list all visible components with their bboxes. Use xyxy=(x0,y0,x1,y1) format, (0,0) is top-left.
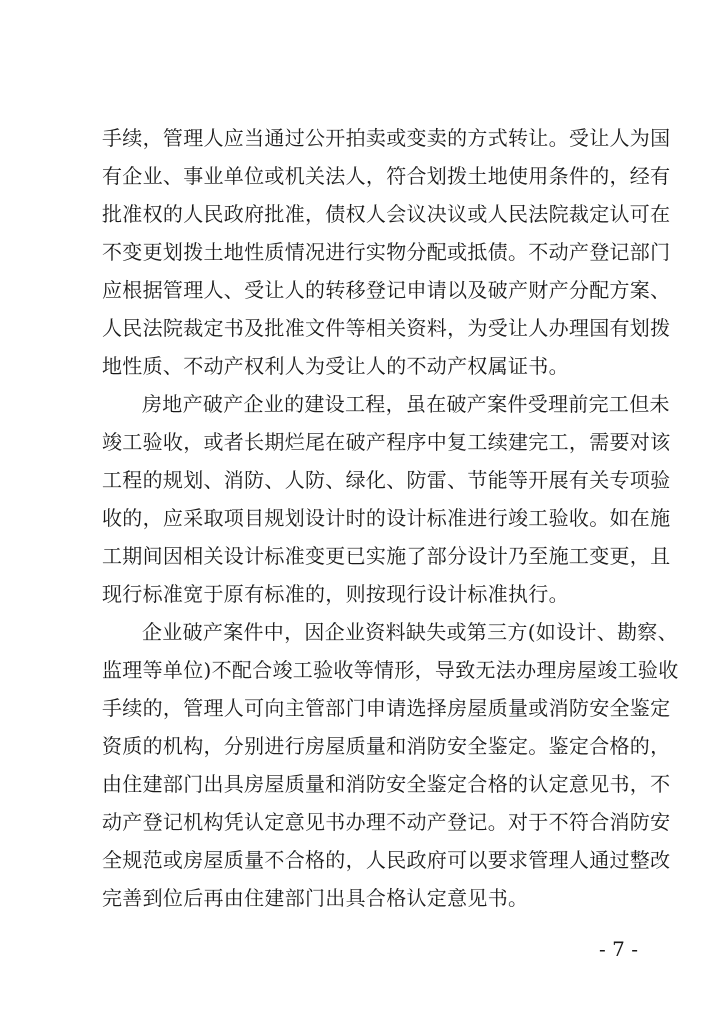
paragraph-2-line-1: 房地产破产企业的建设工程，虽在破产案件受理前完工但未 xyxy=(142,392,670,416)
paragraph-3-line-4: 资质的机构，分别进行房屋质量和消防安全鉴定。鉴定合格的， xyxy=(102,734,671,758)
paragraph-3-line-6: 动产登记机构凭认定意见书办理不动产登记。对于不符合消防安 xyxy=(102,810,671,834)
paragraph-2-line-5: 工期间因相关设计标准变更已实施了部分设计乃至施工变更，且 xyxy=(102,544,671,568)
paragraph-3-line-5: 由住建部门出具房屋质量和消防安全鉴定合格的认定意见书，不 xyxy=(102,772,671,796)
paragraph-3-line-2: 监理等单位)不配合竣工验收等情形，导致无法办理房屋竣工验收 xyxy=(102,658,679,682)
paragraph-2-line-4: 收的，应采取项目规划设计时的设计标准进行竣工验收。如在施 xyxy=(102,506,671,530)
paragraph-3-line-1: 企业破产案件中，因企业资料缺失或第三方(如设计、勘察、 xyxy=(142,620,678,644)
paragraph-2-line-6: 现行标准宽于原有标准的，则按现行设计标准执行。 xyxy=(102,582,569,606)
paragraph-1-line-2: 有企业、事业单位或机关法人，符合划拨土地使用条件的，经有 xyxy=(102,164,671,188)
paragraph-3-line-8: 完善到位后再由住建部门出具合格认定意见书。 xyxy=(102,886,529,910)
paragraph-3-line-3: 手续的，管理人可向主管部门申请选择房屋质量或消防安全鉴定 xyxy=(102,696,671,720)
page-number: - 7 - xyxy=(599,937,638,961)
paragraph-1-line-6: 人民法院裁定书及批准文件等相关资料，为受让人办理国有划拨 xyxy=(102,316,671,340)
paragraph-1-line-1: 手续，管理人应当通过公开拍卖或变卖的方式转让。受让人为国 xyxy=(102,126,671,150)
paragraph-1-line-4: 不变更划拨土地性质情况进行实物分配或抵债。不动产登记部门 xyxy=(102,240,671,264)
paragraph-2-line-2: 竣工验收，或者长期烂尾在破产程序中复工续建完工，需要对该 xyxy=(102,430,671,454)
paragraph-1-line-5: 应根据管理人、受让人的转移登记申请以及破产财产分配方案、 xyxy=(102,278,671,302)
paragraph-3-line-7: 全规范或房屋质量不合格的，人民政府可以要求管理人通过整改 xyxy=(102,848,671,872)
paragraph-1-line-3: 批准权的人民政府批准，债权人会议决议或人民法院裁定认可在 xyxy=(102,202,671,226)
paragraph-1-line-7: 地性质、不动产权利人为受让人的不动产权属证书。 xyxy=(102,354,569,378)
paragraph-2-line-3: 工程的规划、消防、人防、绿化、防雷、节能等开展有关专项验 xyxy=(102,468,671,492)
